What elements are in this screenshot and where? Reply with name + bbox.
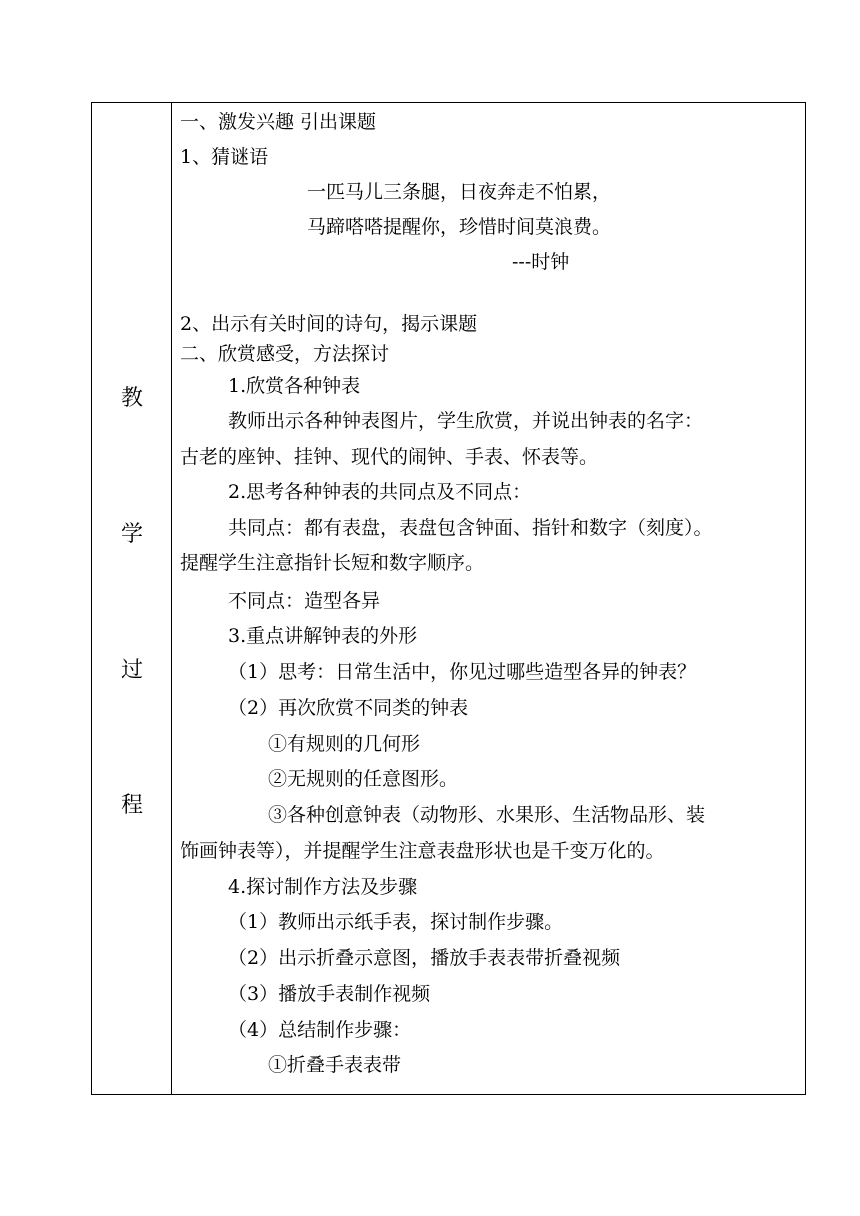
list-item: （3）播放手表制作视频 (228, 983, 431, 1005)
label-char: 学 (120, 522, 143, 547)
list-item: （1）教师出示纸手表，探讨制作步骤。 (228, 911, 564, 933)
step-heading: 2.思考各种钟表的共同点及不同点： (228, 481, 532, 503)
list-item: ②无规则的任意图形。 (268, 768, 459, 790)
step-heading: 3.重点讲解钟表的外形 (228, 625, 418, 647)
paragraph-line: 古老的座钟、挂钟、现代的闹钟、手表、怀表等。 (180, 446, 599, 468)
list-item: （2）再次欣赏不同类的钟表 (228, 697, 469, 719)
paragraph-line: 不同点：造型各异 (228, 590, 381, 612)
list-item: ①折叠手表表带 (268, 1054, 402, 1076)
label-char: 程 (120, 793, 143, 818)
list-item: ③各种创意钟表（动物形、水果形、生活物品形、装 (268, 804, 706, 826)
list-item: （2）出示折叠示意图，播放手表表带折叠视频 (228, 947, 621, 969)
paragraph-line: 提醒学生注意指针长短和数字顺序。 (180, 552, 485, 574)
section-label-column (92, 103, 172, 1094)
section-heading: 二、欣赏感受，方法探讨 (180, 343, 390, 365)
list-item: ①有规则的几何形 (268, 733, 421, 755)
list-item: （4）总结制作步骤： (228, 1019, 412, 1041)
riddle-line: 一匹马儿三条腿，日夜奔走不怕累， (307, 181, 612, 203)
step-heading: 4.探讨制作方法及步骤 (228, 876, 418, 898)
step-heading: 1.欣赏各种钟表 (228, 375, 361, 397)
paragraph-line: 饰画钟表等），并提醒学生注意表盘形状也是千变万化的。 (180, 840, 665, 862)
lesson-table (91, 102, 806, 1095)
label-char: 教 (120, 386, 143, 411)
riddle-answer: ---时钟 (512, 251, 570, 273)
label-char: 过 (120, 658, 143, 683)
paragraph-line: 教师出示各种钟表图片，学生欣赏，并说出钟表的名字： (228, 410, 704, 432)
paragraph-line: 共同点：都有表盘，表盘包含钟面、指针和数字（刻度）。 (228, 517, 713, 539)
riddle-line: 马蹄嗒嗒提醒你，珍惜时间莫浪费。 (307, 216, 612, 238)
content-column (172, 103, 805, 1094)
list-item: （1）思考：日常生活中，你见过哪些造型各异的钟表？ (228, 661, 697, 683)
section-heading: 一、激发兴趣 引出课题 (180, 111, 377, 133)
subsection-heading: 2、出示有关时间的诗句，揭示课题 (180, 313, 478, 335)
subsection-heading: 1、猜谜语 (180, 146, 269, 168)
